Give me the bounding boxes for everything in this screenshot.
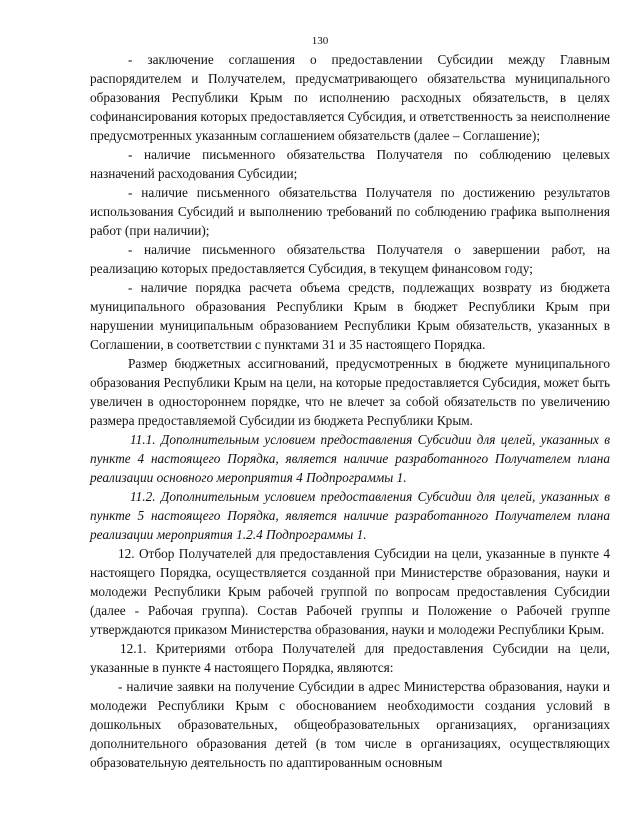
- paragraph-12: 12. Отбор Получателей для предоставления Субсидии на цели, указанные в пункте 4 настоящего Порядка, осуществляется созданной при Министерстве образования, науки и молодежи Республики Крым рабочей группой по вопросам предоставления Субсидии (далее - Рабочая группа). Состав Рабочей группы и Положение о Рабочей группе утверждаются приказом Министерства образования, науки и молодежи Республики Крым.: [90, 546, 610, 637]
- page-number: 130: [311, 35, 329, 47]
- paragraph-application-criterion: - наличие заявки на получение Субсидии в адрес Министерства образования, науки и молодежи Республики Крым с обоснованием необходимости создания условий в дошкольных образовательных, общеобразовательных организациях, организациях дополнительного образования детей (в том числе в организациях, осуществляющих образовательную деятельность по адаптированным основным: [90, 679, 610, 770]
- paragraph-agreement: - заключение соглашения о предоставлении Субсидии между Главным распорядителем и Получателем, предусматривающего обязательства муниципального образования Республики Крым по исполнению расходных обязательств, в целях софинансирования которых предоставляется Субсидия, и ответственность за неисполнение предусмотренных указанным соглашением обязательств (далее – Соглашение);: [90, 52, 610, 143]
- paragraph-results-obligation: - наличие письменного обязательства Получателя по достижению результатов использования Субсидий и выполнению требований по соблюдению графика выполнения работ (при наличии);: [90, 185, 610, 238]
- paragraph-12-1: 12.1. Критериями отбора Получателей для предоставления Субсидии на цели, указанные в пункте 4 настоящего Порядка, являются:: [90, 641, 610, 675]
- paragraph-refund-procedure: - наличие порядка расчета объема средств, подлежащих возврату из бюджета муниципального образования Республики Крым в бюджет Республики Крым при нарушении муниципальным образованием Республики Крым обязательств, указанных в Соглашении, в соответствии с пунктами 31 и 35 настоящего Порядка.: [90, 280, 610, 352]
- paragraph-budget-size: Размер бюджетных ассигнований, предусмотренных в бюджете муниципального образования Республики Крым на цели, на которые предоставляется Субсидия, может быть увеличен в одностороннем порядке, что не влечет за собой обязательств по увеличению размера предоставляемой Субсидии из бюджета Республики Крым.: [90, 356, 611, 428]
- paragraph-11-2: 11.2. Дополнительным условием предоставления Субсидии для целей, указанных в пункте 5 настоящего Порядка, является наличие разработанного Получателем плана реализации мероприятия 1.2.4 Подпрограммы 1.: [90, 489, 610, 542]
- document-body: [90, 50, 610, 772]
- paragraph-completion-obligation: - наличие письменного обязательства Получателя о завершении работ, на реализацию которых предоставляется Субсидия, в текущем финансовом году;: [90, 242, 610, 276]
- paragraph-target-use-obligation: - наличие письменного обязательства Получателя по соблюдению целевых назначений расходования Субсидии;: [90, 147, 610, 181]
- paragraph-11-1: 11.1. Дополнительным условием предоставления Субсидии для целей, указанных в пункте 4 настоящего Порядка, является наличие разработанного Получателем плана реализации основного мероприятия 4 Подпрограммы 1.: [90, 432, 610, 485]
